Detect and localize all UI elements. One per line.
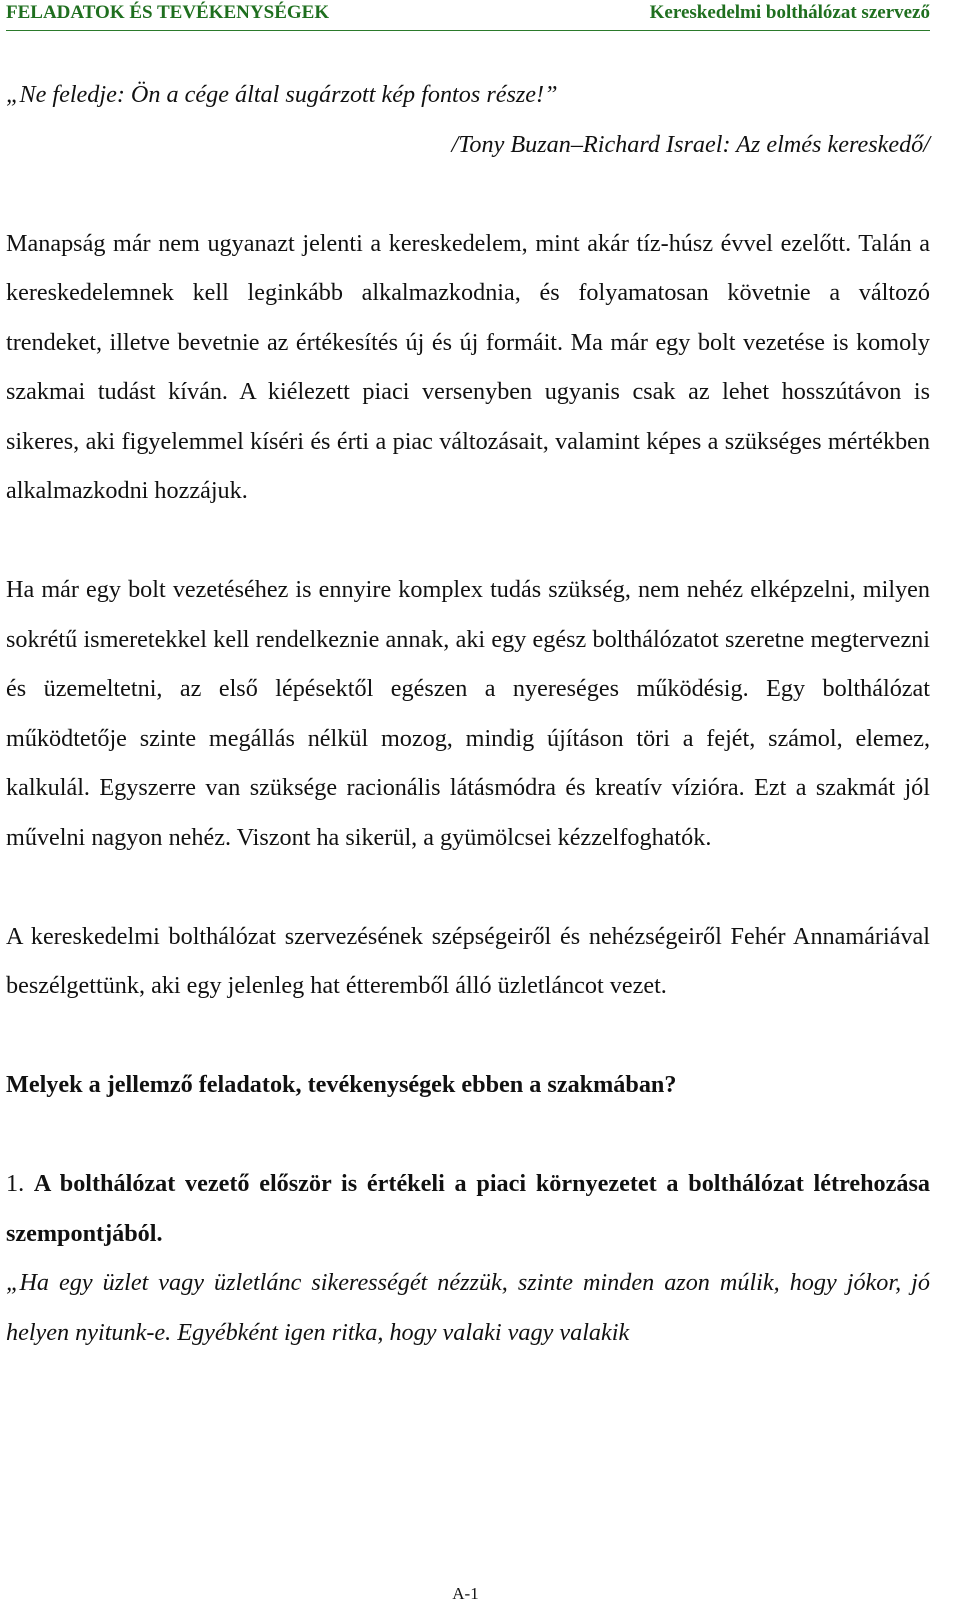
spacer [6, 516, 930, 566]
spacer [6, 1110, 930, 1160]
list-item-1 [6, 1159, 930, 1258]
header-section-title: FELADATOK ÉS TEVÉKENYSÉGEK [6, 2, 330, 23]
spacer [6, 862, 930, 912]
body-paragraph-3: A kereskedelmi bolthálózat szervezésének szépségeiről és nehézségeiről Fehér Annamáriával beszélgettünk, aki egy jelenleg hat étteremből álló üzletláncot vezet. [6, 922, 930, 999]
list-item-number: 1. [6, 1170, 25, 1197]
spacer [6, 1011, 930, 1061]
page-header [6, 0, 930, 31]
interview-quote: „Ha egy üzlet vagy üzletlánc sikerességét nézzük, szinte minden azon múlik, hogy jókor, jó helyen nyitunk-e. Egyébként igen ritka, hogy valaki vagy valakik [6, 1269, 930, 1346]
page-number: A-1 [452, 1584, 479, 1603]
header-profession-title: Kereskedelmi bolthálózat szervező [649, 2, 930, 23]
list-item-text: A bolthálózat vezető először is értékeli a piaci környezetet a bolthálózat létrehozása szempontjából. [6, 1170, 930, 1247]
epigraph-quote: „Ne feledje: Ön a cége által sugárzott kép fontos része!” [6, 81, 558, 108]
spacer [6, 169, 930, 219]
document-body [6, 70, 930, 1357]
section-question: Melyek a jellemző feladatok, tevékenységek ebben a szakmában? [6, 1071, 677, 1098]
intro-paragraph: Manapság már nem ugyanazt jelenti a kereskedelem, mint akár tíz-húsz évvel ezelőtt. Talán a kereskedelemnek kell leginkább alkalmazkodnia, és folyamatosan követnie a változó trendeket, illetve bevetnie az értékesítés új és új formáit. Ma már egy bolt vezetése is komoly szakmai tudást kíván. A kiélezett piaci versenyben ugyanis csak az lehet hosszútávon is sikeres, aki figyelemmel kíséri és érti a piac változásait, valamint képes a szükséges mértékben alkalmazkodni hozzájuk. [6, 229, 930, 504]
epigraph-source: /Tony Buzan–Richard Israel: Az elmés kereskedő/ [451, 130, 930, 158]
body-paragraph-2: Ha már egy bolt vezetéséhez is ennyire komplex tudás szükség, nem nehéz elképzelni, milyen sokrétű ismeretekkel kell rendelkeznie annak, aki egy egész bolthálózatot szeretne megtervezni és üzemeltetni, az első lépésektől egészen a nyereséges működésig. Egy bolthálózat működtetője szinte megállás nélkül mozog, mindig újításon töri a fejét, számol, elemez, kalkulál. Egyszerre van szüksége racionális látásmódra és kreatív vízióra. Ezt a szakmát jól művelni nagyon nehéz. Viszont ha sikerül, a gyümölcsei kézzelfoghatók. [6, 576, 930, 851]
